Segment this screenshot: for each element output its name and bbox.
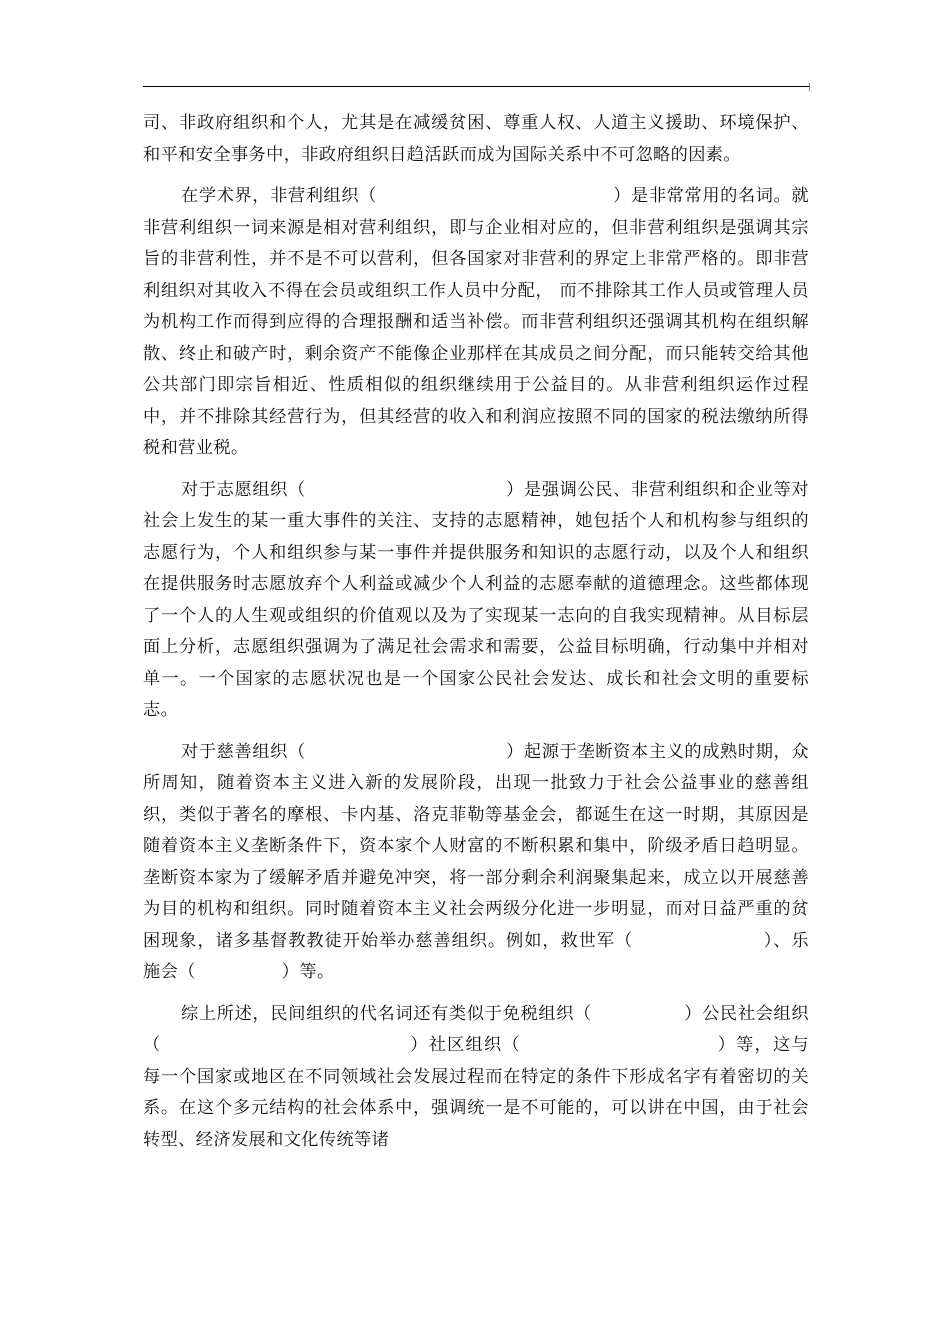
paragraph-text: ）公民社会组织（ xyxy=(143,1003,810,1055)
paragraph-charity-organization xyxy=(143,737,809,989)
paragraph-nonprofit-organization xyxy=(143,181,809,465)
paragraph-text: ）等，这与每一个国家或地区在不同领域社会发展过程而在特定的条件下形成名字有着密切的关系。在这个多元结构的社会体系中，强调统一是不可能的，可以讲在中国，由于社会转型、经济发展和文化传统等诸 xyxy=(143,1035,809,1150)
paragraph-text: 在学术界，非营利组织（ xyxy=(181,186,377,206)
paragraph-text: ）起源于垄断资本主义的成熟时期，众所周知，随着资本主义进入新的发展阶段，出现一批致力于社会公益事业的慈善组织，类似于著名的摩根、卡内基、洛克菲勒等基金会，都诞生在这一时期，其原因是随着资本主义垄断条件下，资本家个人财富的不断积累和集中，阶级矛盾日趋明显。垄断资本家为了缓解矛盾并避免冲突，将一部分剩余利润聚集起来，成立以开展慈善为目的机构和组织。同时随着资本主义社会两级分化进一步明显，而对日益严重的贫困现象，诸多基督教教徒开始举办慈善组织。例如，救世军（ xyxy=(143,741,809,951)
paragraph-text: ）是强调公民、非营利组织和企业等对社会上发生的某一重大事件的关注、支持的志愿精神，她包括个人和机构参与组织的志愿行为，个人和组织参与某一事件并提供服务和知识的志愿行动，以及个人和组织在提供服务时志愿放弃个人利益或减少个人利益的志愿奉献的道德理念。这些都体现了一个人的人生观或组织的价值观以及为了实现某一志向的自我实现精神。从目标层面上分析，志愿组织强调为了满足社会需求和需要，公益目标明确，行动集中并相对单一。一个国家的志愿状况也是一个国家公民社会发达、成长和社会文明的重要标志。 xyxy=(143,479,809,720)
body-text xyxy=(143,108,809,1156)
paragraph-text: ）、乐施会（ xyxy=(143,930,809,982)
paragraph-volunteer-organization xyxy=(143,475,809,727)
paragraph-text: 对于志愿组织（ xyxy=(181,479,306,500)
header-rule-end-mark xyxy=(809,83,810,91)
paragraph-text: 综上所述，民间组织的代名词还有类似于免税组织（ xyxy=(181,1003,592,1024)
paragraph-summary xyxy=(143,999,809,1157)
header-rule xyxy=(143,86,809,87)
paragraph-continuation xyxy=(143,108,809,171)
paragraph-text: ）是非常常用的名词。就非营利组织一词来源是相对营利组织，即与企业相对应的，但非营利组织是强调其宗旨的非营利性，并不是不可以营利，但各国家对非营利的界定上非常严格的。即非营利组织对其收入不得在会员或组织工作人员中分配， 而不排除其工作人员或管理人员为机构工作而得到应得的合理报酬和适当补偿。而非营利组织还强调其机构在组织解散、终止和破产时，剩余资产不能像企业那样在其成员之间分配，而只能转交给其他公共部门即宗旨相近、性质相似的组织继续用于公益目的。从非营利组织运作过程中，并不排除其经营行为，但其经营的收入和利润应按照不同的国家的税法缴纳所得税和营业税。 xyxy=(143,186,809,458)
paragraph-text: 对于慈善组织（ xyxy=(181,741,306,762)
paragraph-text: ）等。 xyxy=(281,962,335,982)
paragraph-text: 司、非政府组织和个人，尤其是在减缓贫困、尊重人权、人道主义援助、环境保护、和平和安全事务中，非政府组织日趋活跃而成为国际关系中不可忽略的因素。 xyxy=(143,113,809,165)
paragraph-text: ）社区组织（ xyxy=(409,1035,521,1055)
